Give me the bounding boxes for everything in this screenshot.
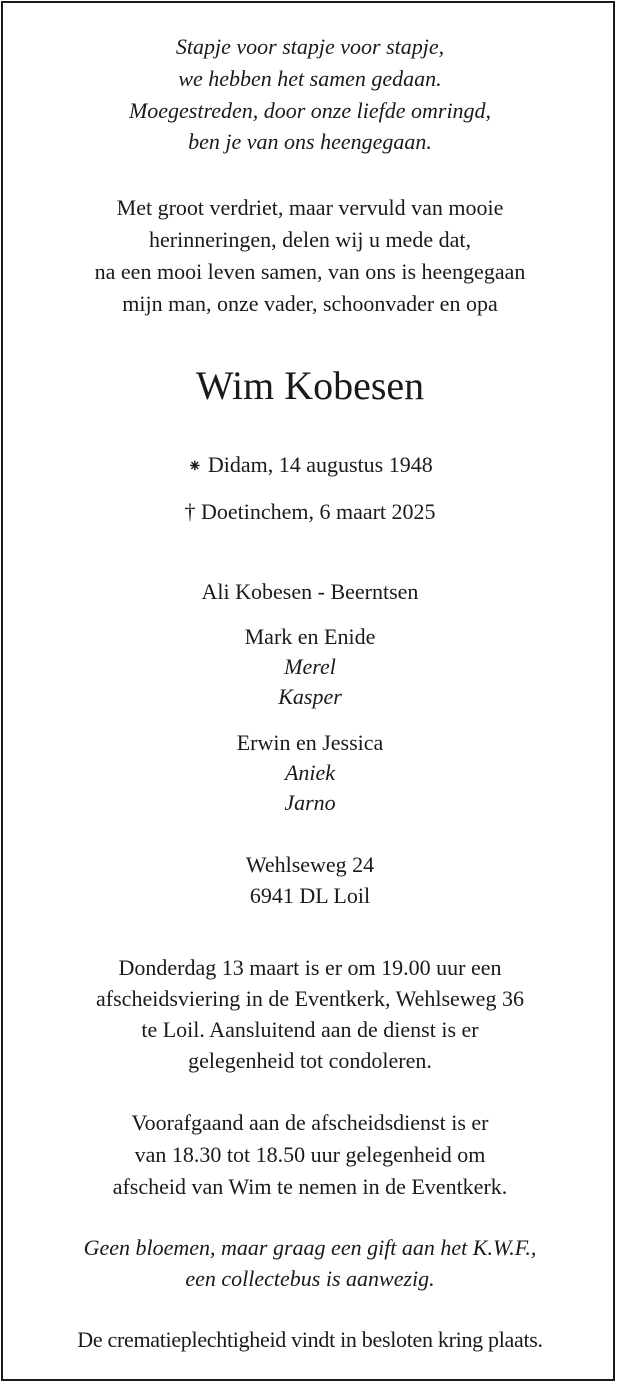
viewing-line: afscheid van Wim te nemen in de Eventkerk. [112, 1174, 508, 1199]
grandchild-name: Jarno [284, 790, 336, 815]
address-line: 6941 DL Loil [249, 883, 371, 908]
birth-text: Didam, 14 augustus 1948 [207, 452, 433, 477]
flowers-line: Geen bloemen, maar graag een gift aan het K.W.F., [83, 1235, 537, 1260]
grandchild-name: Kasper [278, 684, 342, 709]
address-line: Wehlseweg 24 [245, 852, 375, 877]
death-line [0, 496, 620, 528]
ceremony-line: afscheidsviering in de Eventkerk, Wehlseweg 36 [96, 986, 524, 1011]
poem-line: we hebben het samen gedaan. [178, 66, 442, 91]
birth-line [0, 449, 620, 482]
spouse-name: Ali Kobesen - Beerntsen [201, 579, 419, 604]
intro-line: na een mooi leven samen, van ons is heengegaan [94, 259, 526, 284]
poem-line: Moegestreden, door onze liefde omringd, [128, 98, 492, 123]
death-cross-icon: † [184, 499, 196, 524]
deceased-name: Wim Kobesen [195, 363, 425, 408]
death-text: Doetinchem, 6 maart 2025 [200, 499, 436, 524]
child-family: Mark en Enide [244, 624, 376, 649]
grandchild-name: Aniek [284, 760, 336, 785]
grandchild-name: Merel [284, 654, 336, 679]
child-family: Erwin en Jessica [236, 730, 384, 755]
poem-line: Stapje voor stapje voor stapje, [175, 34, 445, 59]
viewing-line: van 18.30 tot 18.50 uur gelegenheid om [134, 1142, 486, 1167]
intro-line: mijn man, onze vader, schoonvader en opa [122, 291, 498, 316]
viewing-line: Voorafgaand aan de afscheidsdienst is er [131, 1110, 489, 1135]
cremation-line: De crematieplechtigheid vindt in besloten kring plaats. [77, 1327, 543, 1352]
birth-star-icon: ⁕ [187, 456, 203, 476]
ceremony-line: te Loil. Aansluitend aan de dienst is er [141, 1017, 479, 1042]
ceremony-line: Donderdag 13 maart is er om 19.00 uur een [118, 955, 502, 980]
flowers-line: een collectebus is aanwezig. [185, 1266, 435, 1291]
intro-line: Met groot verdriet, maar vervuld van mooie [116, 195, 504, 220]
ceremony-line: gelegenheid tot condoleren. [188, 1048, 432, 1073]
intro-line: herinneringen, delen wij u mede dat, [149, 227, 471, 252]
poem-line: ben je van ons heengegaan. [188, 129, 432, 154]
